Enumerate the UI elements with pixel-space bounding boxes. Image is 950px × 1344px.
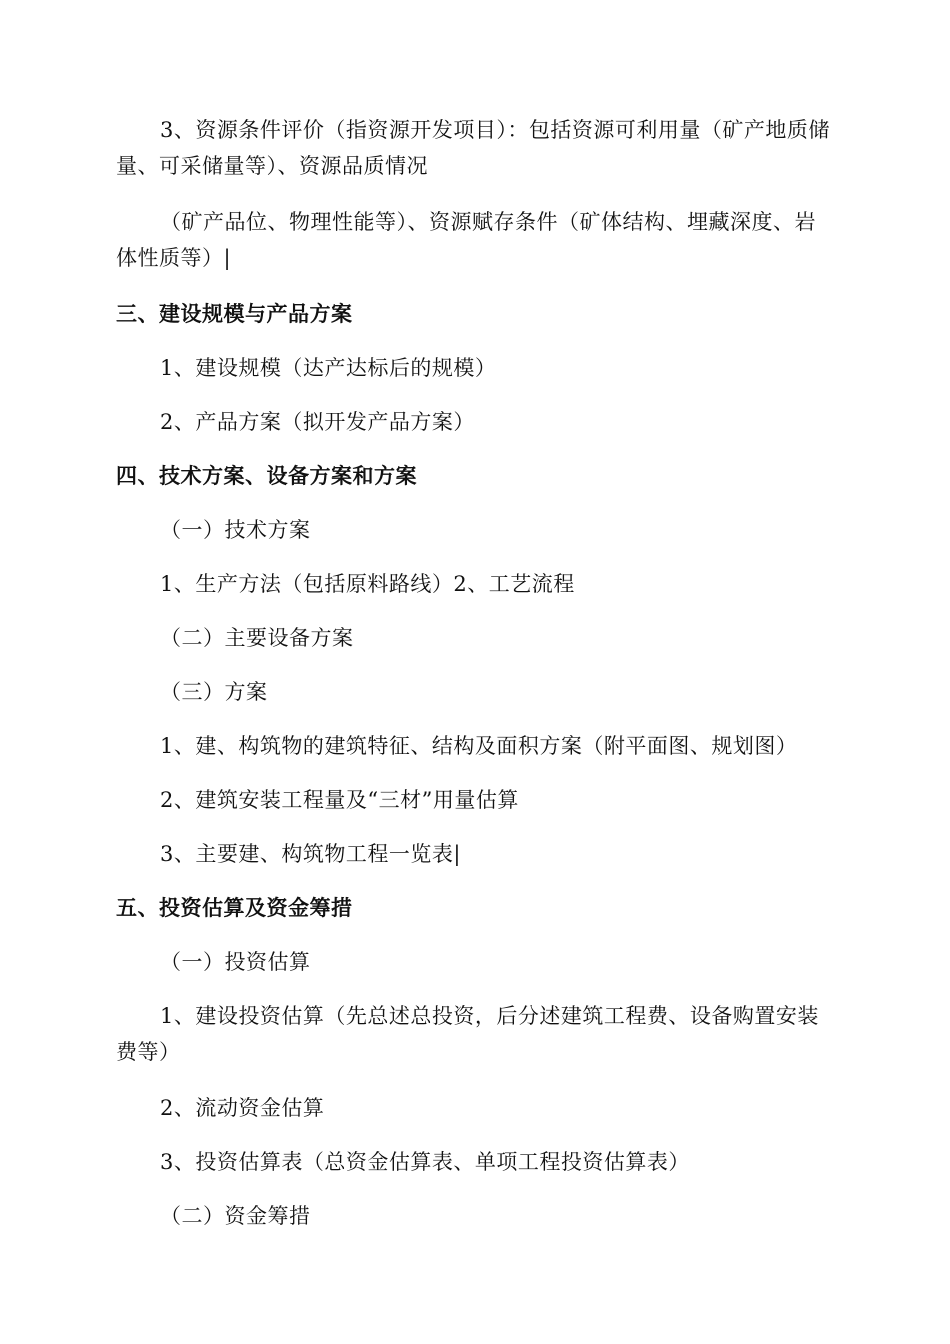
- subsection-plan: （三）方案: [160, 680, 268, 704]
- item-construction-scale: 1、建设规模（达产达标后的规模）: [160, 356, 497, 380]
- item-building-list: 3、主要建、构筑物工程一览表|: [160, 842, 461, 866]
- paragraph-resource-evaluation: 3、资源条件评价（指资源开发项目）：包括资源可利用量（矿产地质储量、可采储量等）、资源品质情况: [116, 118, 830, 178]
- paragraph-resource-conditions: （矿产品位、物理性能等）、资源赋存条件（矿体结构、埋藏深度、岩体性质等）|: [116, 210, 816, 270]
- section-heading-3: 三、建设规模与产品方案: [116, 302, 353, 326]
- subsection-technical-plan: （一）技术方案: [160, 518, 311, 542]
- subsection-equipment-plan: （二）主要设备方案: [160, 626, 354, 650]
- item-building-features: 1、建、构筑物的建筑特征、结构及面积方案（附平面图、规划图）: [160, 734, 798, 758]
- subsection-investment-estimate: （一）投资估算: [160, 950, 311, 974]
- subsection-fund-raising: （二）资金筹措: [160, 1204, 311, 1228]
- item-product-plan: 2、产品方案（拟开发产品方案）: [160, 410, 475, 434]
- section-heading-4: 四、技术方案、设备方案和方案: [116, 464, 417, 488]
- item-investment-table: 3、投资估算表（总资金估算表、单项工程投资估算表）: [160, 1150, 690, 1174]
- section-heading-5: 五、投资估算及资金筹措: [116, 896, 353, 920]
- item-construction-investment: 1、建设投资估算（先总述总投资，后分述建筑工程费、设备购置安装费等）: [116, 1004, 819, 1064]
- item-working-capital: 2、流动资金估算: [160, 1096, 325, 1120]
- item-installation-quantity: 2、建筑安装工程量及“三材”用量估算: [160, 788, 519, 812]
- item-production-method: 1、生产方法（包括原料路线）2、工艺流程: [160, 572, 575, 596]
